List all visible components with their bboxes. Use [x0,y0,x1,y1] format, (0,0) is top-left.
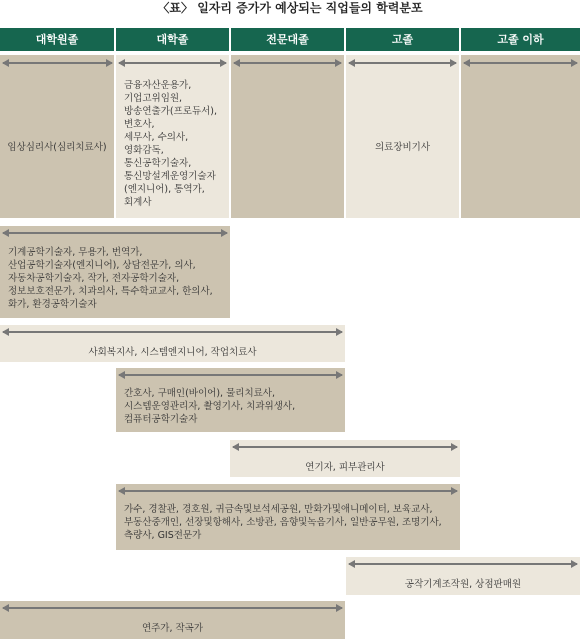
band5-line: 부동산중개인, 선장및항해사, 소방관, 음향및녹음기사, 일반공무원, 조명기사, [124,517,442,528]
range-arrow [119,490,457,492]
range-arrow [234,62,341,64]
top-col2-line: 세무사, 수의사, [124,132,189,143]
band1-line: 산업공학기술자(엔지니어), 상담전문가, 의사, [8,260,196,271]
band1-line: 정보보호전문가, 치과의사, 특수학교교사, 한의사, [8,286,213,297]
band-high-school-to-below [346,557,580,595]
top-col2-line: 통신공학기술자, [124,158,192,169]
top-col2-line: 통신망설계운영기술자 [124,171,216,182]
range-arrow [233,446,457,448]
band6-text: 공작기계조작원, 상점판매원 [404,579,522,590]
band3-line: 컴퓨터공학기술자 [124,414,198,425]
header-high-school: 고졸 [346,28,459,51]
band-university-to-junior-college [116,368,345,432]
header-below-high-school: 고졸 이하 [461,28,580,51]
band4-text: 연기자, 피부관리사 [305,462,385,473]
top-col2-line: (엔지니어), 통역가, [124,184,205,195]
top-col-graduate [0,55,114,218]
table-title: 〈표〉 일자리 증가가 예상되는 직업들의 학력분포 [157,1,423,15]
range-arrow [119,62,226,64]
band1-line: 자동차공학기술자, 작가, 전자공학기술자, [8,273,180,284]
top-col-junior-college [231,55,344,218]
top-col2-line: 회계사 [124,197,152,208]
band-graduate-to-junior-college [0,325,345,362]
band7-text: 연주가, 작곡가 [141,623,204,634]
top-col-university [116,55,229,218]
top-col1-text: 임상심리사(심리치료사) [7,142,107,153]
band-university-to-high-school [116,484,460,550]
range-arrow [349,62,456,64]
header-row [0,28,580,51]
band5-list [124,503,442,542]
range-arrow [3,232,227,234]
top-col2-line: 방송연출가(프로듀서), [124,106,218,117]
top-col2-line: 기업고위임원, [124,93,183,104]
top-col2-line: 금융자산운용가, [124,80,192,91]
band-graduate-to-university [0,226,230,318]
band-junior-college-to-high-school [230,440,460,477]
band3-list [124,387,295,426]
header-graduate-school: 대학원졸 [0,28,114,51]
range-arrow [3,62,112,64]
top-col4-text: 의료장비기사 [374,142,431,153]
range-arrow [119,374,342,376]
band3-line: 시스템운영관리자, 촬영기사, 치과위생사, [124,401,296,412]
band1-line: 화가, 환경공학기술자 [8,299,97,310]
band1-list [8,246,213,311]
band5-line: 측량사, GIS전문가 [124,530,202,541]
top-col2-list [124,79,217,209]
range-arrow [464,62,577,64]
top-col2-line: 영화감독, [124,145,164,156]
band1-line: 기계공학기술자, 무용가, 번역가, [8,247,143,258]
band5-line: 가수, 경찰관, 경호원, 귀금속및보석세공원, 만화가및애니메이터, 보육교사, [124,504,433,515]
top-col-high-school [346,55,459,218]
band3-line: 간호사, 구매인(바이어), 물리치료사, [124,388,275,399]
header-university: 대학졸 [116,28,229,51]
band2-text: 사회복지사, 시스템엔지니어, 작업치료사 [88,347,257,358]
range-arrow [3,331,342,333]
band-graduate-to-junior-college-2 [0,601,345,639]
range-arrow [3,607,342,609]
header-junior-college: 전문대졸 [231,28,344,51]
top-col-below-high-school [461,55,580,218]
top-col2-line: 변호사, [124,119,155,130]
range-arrow [349,563,577,565]
